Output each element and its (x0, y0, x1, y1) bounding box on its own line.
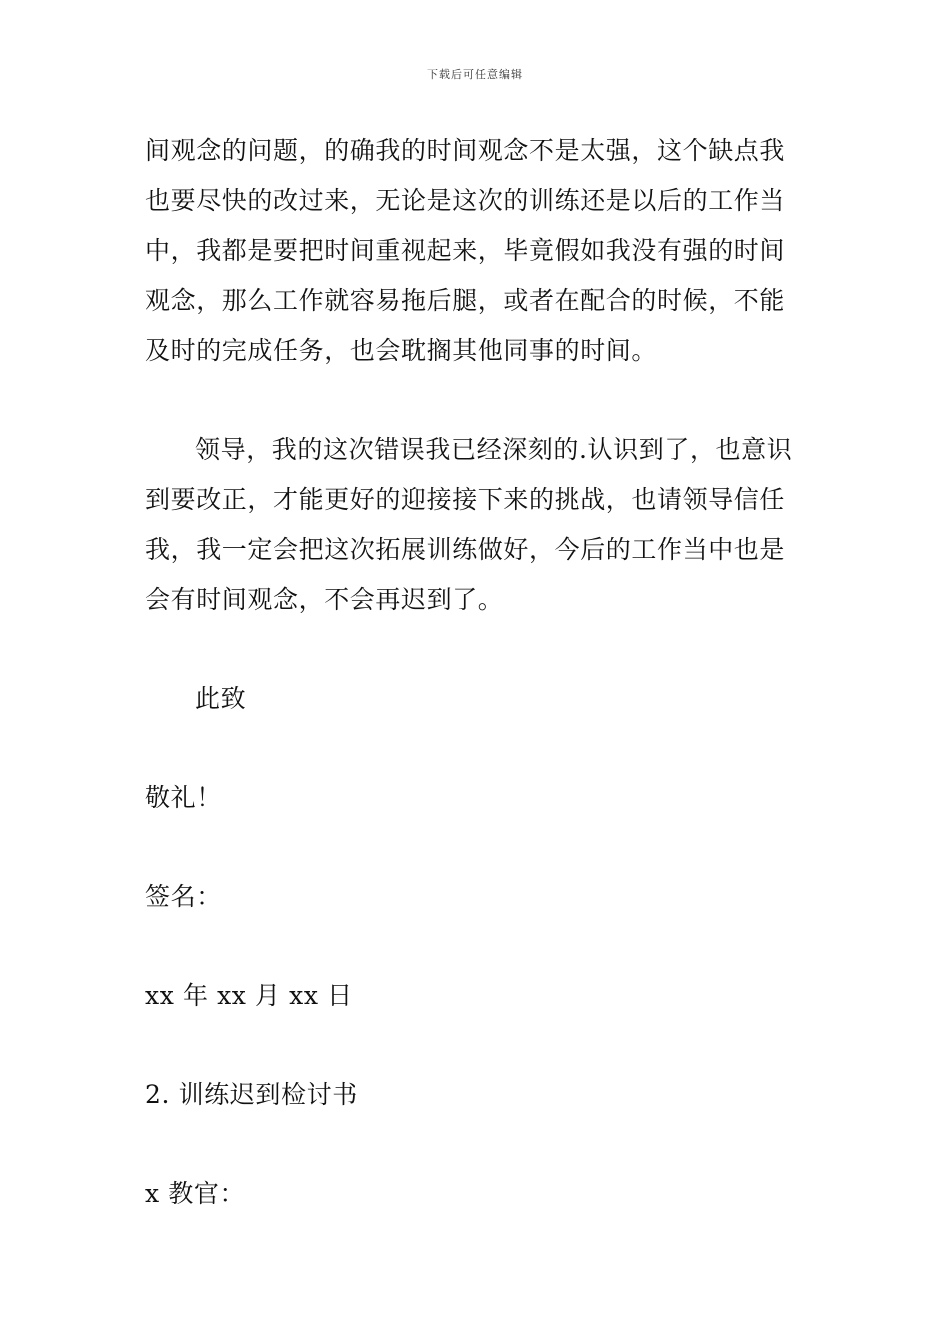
signature-line: 签名： (145, 882, 222, 911)
paragraph-spacer (145, 922, 810, 971)
paragraph-spacer (145, 823, 810, 872)
paragraph-line: 中，我都是要把时间重视起来，毕竟假如我没有强的时间 (145, 236, 786, 265)
closing-regards: 敬礼！ (145, 783, 222, 812)
paragraph-spacer (145, 724, 810, 773)
paragraph-line: 会有时间观念，不会再迟到了。 (145, 585, 504, 614)
paragraph-spacer (145, 376, 810, 425)
page-header: 下载后可任意编辑 (427, 68, 523, 81)
paragraph-line: 也要尽快的改过来，无论是这次的训练还是以后的工作当 (145, 186, 786, 215)
paragraph-spacer (145, 1021, 810, 1070)
paragraph-spacer (145, 625, 810, 674)
paragraph-line: 我，我一定会把这次拓展训练做好，今后的工作当中也是 (145, 535, 786, 564)
addressee-line: x 教官： (145, 1179, 246, 1208)
paragraph-line: 及时的完成任务，也会耽搁其他同事的时间。 (145, 336, 658, 365)
paragraph-line: 间观念的问题，的确我的时间观念不是太强，这个缺点我 (145, 136, 786, 165)
paragraph-1 (145, 126, 810, 376)
paragraph-spacer (145, 1120, 810, 1169)
paragraph-2 (145, 425, 810, 625)
date-line: xx 年 xx 月 xx 日 (145, 981, 353, 1010)
closing-salutation: 此致 (195, 684, 247, 713)
document-body (145, 126, 810, 1219)
paragraph-line: 到要改正，才能更好的迎接接下来的挑战，也请领导信任 (145, 485, 786, 514)
section-title: 2. 训练迟到检讨书 (145, 1080, 358, 1109)
paragraph-line: 领导，我的这次错误我已经深刻的.认识到了，也意识 (195, 435, 793, 464)
paragraph-line: 观念，那么工作就容易拖后腿，或者在配合的时候，不能 (145, 286, 786, 315)
